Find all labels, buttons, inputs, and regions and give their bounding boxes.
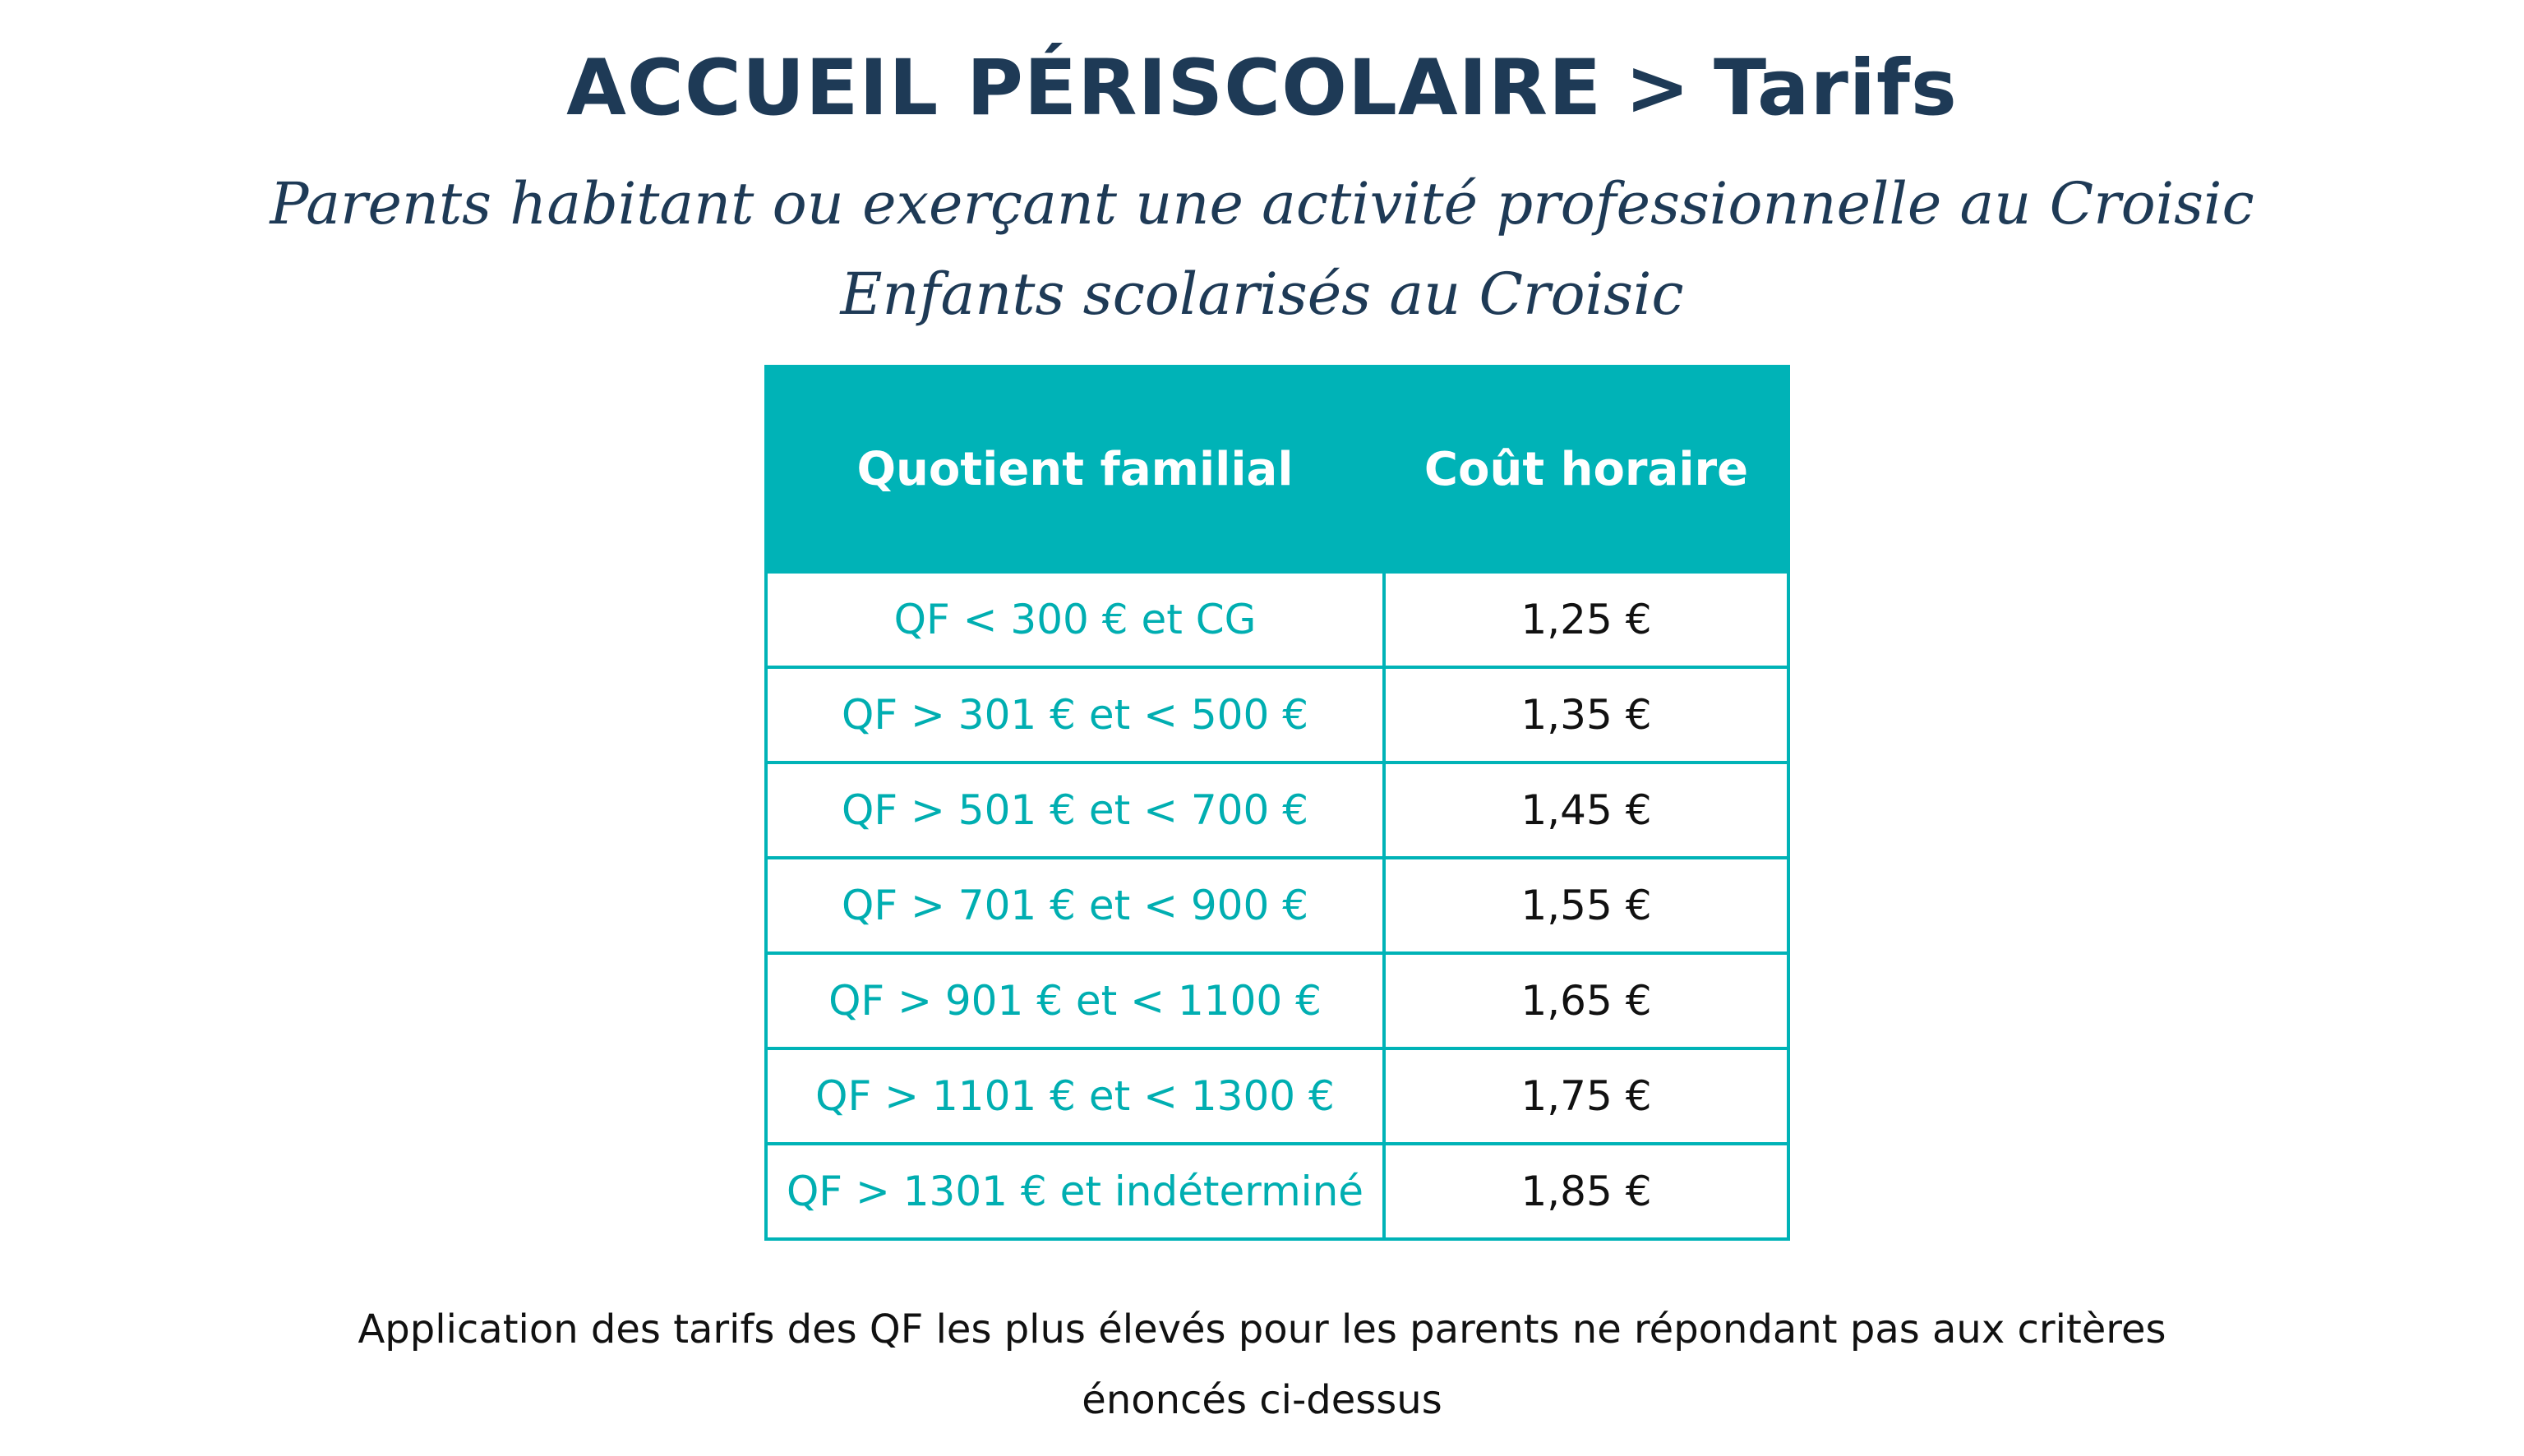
qf-range-cell: QF > 701 € et < 900 € <box>766 858 1384 953</box>
table-row <box>766 667 1788 763</box>
qf-range-cell: QF > 501 € et < 700 € <box>766 763 1384 858</box>
hourly-cost-cell: 1,35 € <box>1384 667 1788 763</box>
title-main: ACCUEIL PÉRISCOLAIRE <box>566 44 1603 133</box>
qf-range-cell: QF > 1101 € et < 1300 € <box>766 1048 1384 1144</box>
footnote-line-1: Application des tarifs des QF les plus élevés pour les parents ne répondant pas aux critères <box>358 1306 2166 1352</box>
rate-table <box>764 365 1790 1241</box>
table-row <box>766 572 1788 667</box>
qf-range-cell: QF > 901 € et < 1100 € <box>766 953 1384 1048</box>
qf-range-cell: QF < 300 € et CG <box>766 572 1384 667</box>
table-row <box>766 763 1788 858</box>
title-separator: > <box>1625 44 1691 133</box>
footnote-line-2: énoncés ci-dessus <box>1082 1377 1442 1423</box>
subtitle-line-2: Enfants scolarisés au Croisic <box>840 260 1684 328</box>
subtitle-line-1: Parents habitant ou exerçant une activité professionnelle au Croisic <box>270 170 2254 237</box>
header-quotient-familial: Quotient familial <box>766 366 1384 572</box>
hourly-cost-cell: 1,75 € <box>1384 1048 1788 1144</box>
table-row <box>766 953 1788 1048</box>
header-cout-horaire: Coût horaire <box>1384 366 1788 572</box>
title-section: Tarifs <box>1714 44 1958 133</box>
page-title <box>0 39 2524 138</box>
qf-range-cell: QF > 1301 € et indéterminé <box>766 1144 1384 1239</box>
table-row <box>766 1048 1788 1144</box>
hourly-cost-cell: 1,85 € <box>1384 1144 1788 1239</box>
hourly-cost-cell: 1,25 € <box>1384 572 1788 667</box>
table-row <box>766 858 1788 953</box>
qf-range-cell: QF > 301 € et < 500 € <box>766 667 1384 763</box>
table-row <box>766 1144 1788 1239</box>
footnote <box>0 1294 2524 1435</box>
table-header-row <box>766 366 1788 572</box>
hourly-cost-cell: 1,65 € <box>1384 953 1788 1048</box>
hourly-cost-cell: 1,55 € <box>1384 858 1788 953</box>
hourly-cost-cell: 1,45 € <box>1384 763 1788 858</box>
